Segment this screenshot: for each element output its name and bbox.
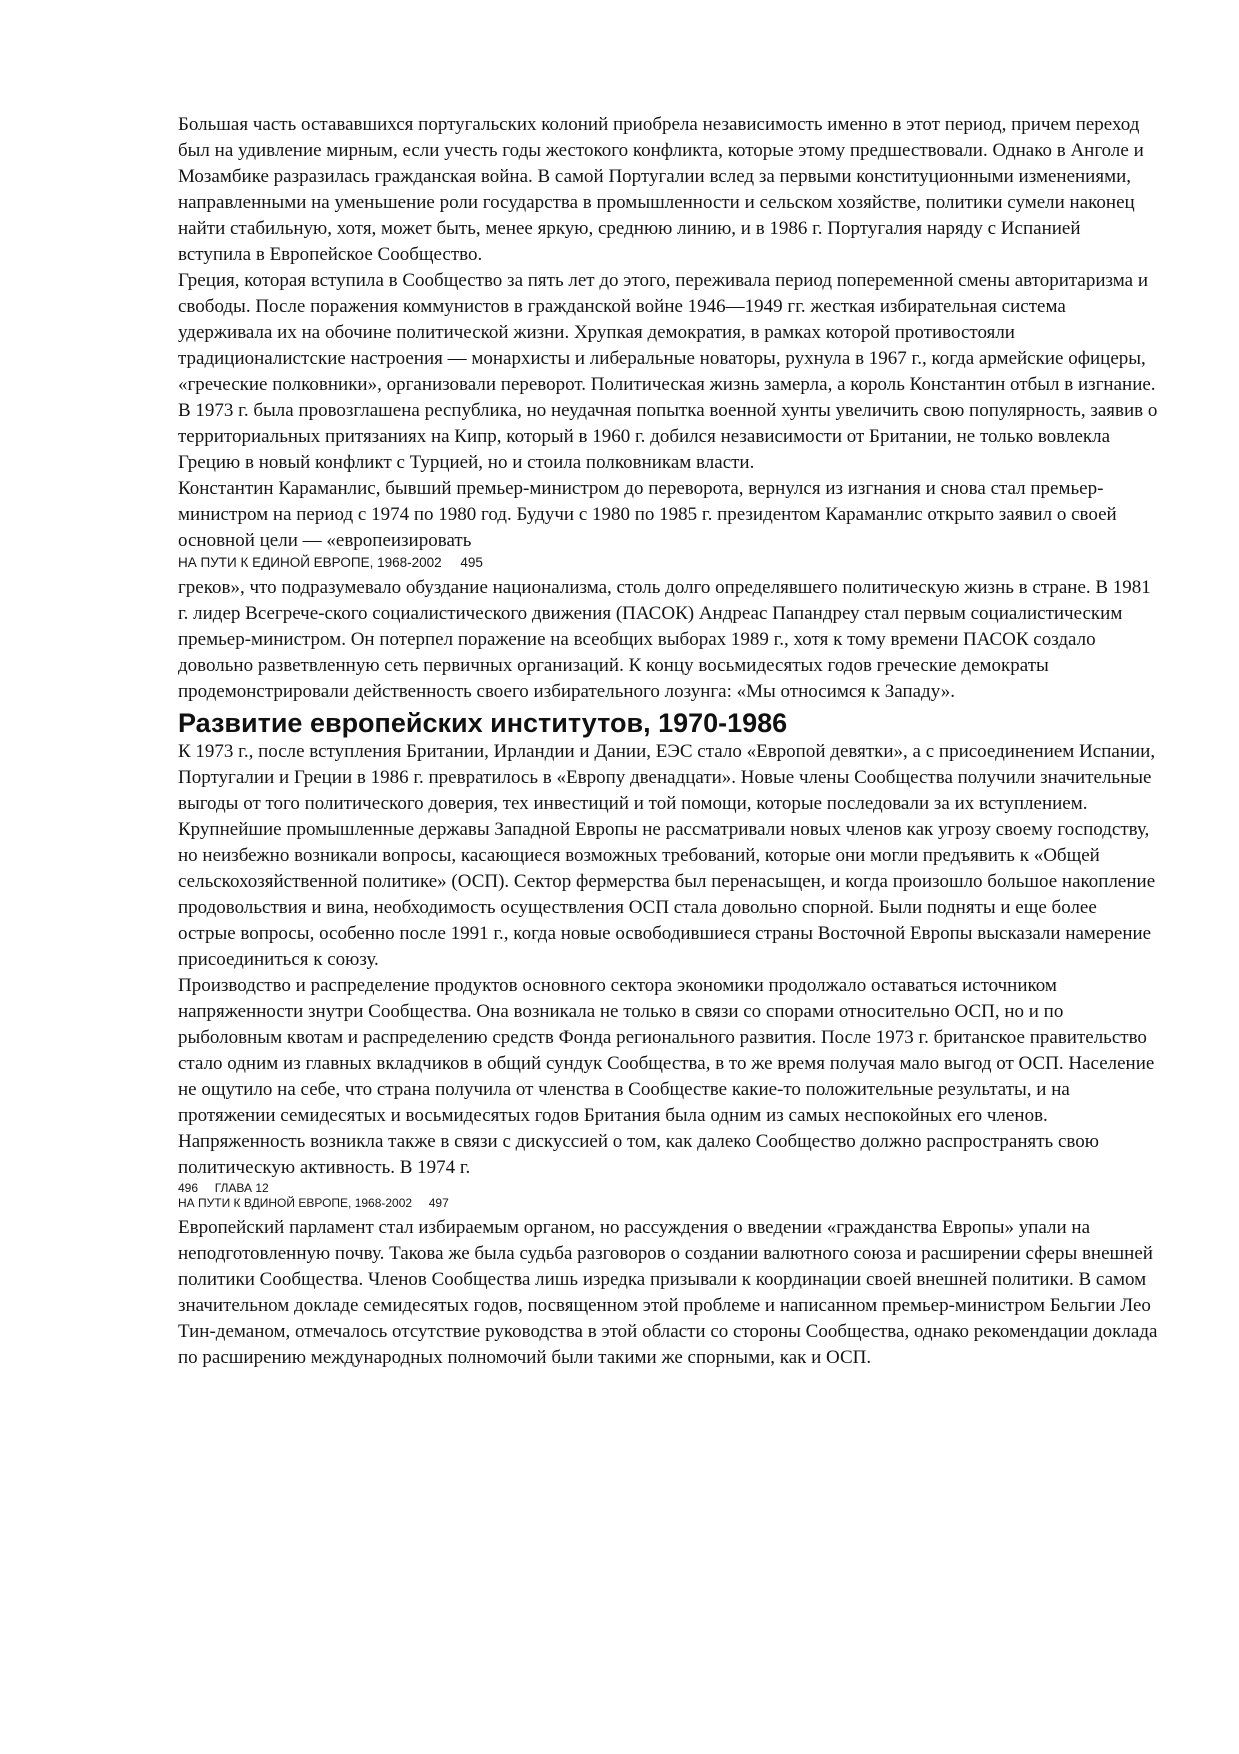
paragraph-tensions: Производство и распределение продуктов основного сектора экономики продолжало оставаться источником напряженности знутри Сообщества. Она возникала не только в связи со спорами относительно ОСП, но и по рыболовным квотам и распределению средств Фонда регионального развития. После 1973 г. британское правительство стало одним из главных вкладчиков в общий сундук Сообщества, в то же время получая мало выгод от ОСП. Население не ощутило на себе, что страна получила от членства в Сообществе какие-то положительные результаты, и на протяжении семидесятых и восьмидесятых годов Британия была одним из самых неспокойных его членов. Напряженность возникла также в связи с дискуссией о том, как далеко Сообщество должно распространять свою политическую активность. В 1974 г. [178, 975, 1155, 1178]
paragraph-pasok: греков», что подразумевало обуздание национализма, столь долго определявшего политическую жизнь в стране. В 1981 г. лидер Всегрече-ского социалистического движения (ПАСОК) Андреас Папандреу стал первым социалистическим премьер-министром. Он потерпел поражение на всеобщих выборах 1989 г., хотя к тому времени ПАСОК создало довольно разветвленную сеть первичных организаций. К концу восьмидесятых годов греческие демократы продемонстрировали действенность своего избирательного лозунга: «Мы относимся к Западу». [178, 577, 1151, 702]
section-heading: Развитие европейских институтов, 1970-1986 [178, 708, 788, 738]
paragraph-portugal: Большая часть остававшихся португальских колоний приобрела независимость именно в этот период, причем переход был на удивление мирным, если учесть годы жестокого конфликта, которые этому предшествовали. Однако в Анголе и Мозамбике разразилась гражданская война. В самой Португалии вслед за первыми конституционными изменениями, направленными на уменьшение роли государства в промышленности и сельском хозяйстве, политики сумели наконец найти стабильную, хотя, может быть, менее яркую, среднюю линию, и в 1986 г. Португалия наряду с Испанией вступила в Европейское Сообщество. [178, 114, 1144, 265]
paragraph-greece: Греция, которая вступила в Сообщество за пять лет до этого, переживала период попеременной смены авторитаризма и свободы. После поражения коммунистов в гражданской войне 1946—1949 гг. жесткая избирательная система удерживала их на обочине политической жизни. Хрупкая демократия, в рамках которой противостояли традиционалистские настроения — монархисты и либеральные новаторы, рухнула в 1967 г., когда армейские офицеры, «греческие полковники», организовали переворот. Политическая жизнь замерла, а король Константин отбыл в изгнание. В 1973 г. была провозглашена республика, но неудачная попытка военной хунты увеличить свою популярность, заявив о территориальных притязаниях на Кипр, который в 1960 г. добился независимости от Британии, не только вовлекла Грецию в новый конфликт с Турцией, но и стоила полковникам власти. [178, 270, 1158, 473]
paragraph-eec-enlargement: К 1973 г., после вступления Британии, Ирландии и Дании, ЕЭС стало «Европой девятки», а с присоединением Испании, Португалии и Греции в 1986 г. превратилось в «Европу двенадцати». Новые члены Сообщества получили значительные выгоды от того политического доверия, тех инвестиций и той помощи, которые последовали за их вступлением. Крупнейшие промышленные державы Западной Европы не рассматривали новых членов как угрозу своему господству, но неизбежно возникали вопросы, касающиеся возможных требований, которые они могли предъявить к «Общей сельскохозяйственной политике» (ОСП). Сектор фермерства был перенасыщен, и когда произошло большое накопление продовольствия и вина, необходимость осуществления ОСП стала довольно спорной. Были подняты и еще более острые вопросы, особенно после 1991 г., когда новые освободившиеся страны Восточной Европы высказали намерение присоединиться к союзу. [178, 741, 1156, 970]
page-content [178, 112, 1158, 1371]
paragraph-parliament: Европейский парламент стал избираемым органом, но рассуждения о введении «гражданства Европы» упали на неподготовленную почву. Такова же была судьба разговоров о создании валютного союза и расширении сферы внешней политики Сообщества. Членов Сообщества лишь изредка призывали к координации своей внешней политики. В самом значительном докладе семидесятых годов, посвященном этой проблеме и написанном премьер-министром Бельгии Лео Тин-деманом, отмечалось отсутствие руководства в этой области со стороны Сообщества, однако рекомендации доклада по расширению международных полномочий были такими же спорными, как и ОСП. [178, 1217, 1158, 1368]
running-header-497: НА ПУТИ К ВДИНОЙ ЕВРОПЕ, 1968-2002 497 [178, 1196, 449, 1210]
paragraph-karamanlis: Константин Караманлис, бывший премьер-министром до переворота, вернулся из изгнания и снова стал премьер-министром на период с 1974 по 1980 год. Будучи с 1980 по 1985 г. президентом Караманлис открыто заявил о своей основной цели — «европеизировать [178, 478, 1117, 551]
running-header-495: НА ПУТИ К ЕДИНОЙ ЕВРОПЕ, 1968-2002 495 [178, 555, 483, 570]
running-header-496: 496 ГЛАВА 12 [178, 1181, 269, 1195]
